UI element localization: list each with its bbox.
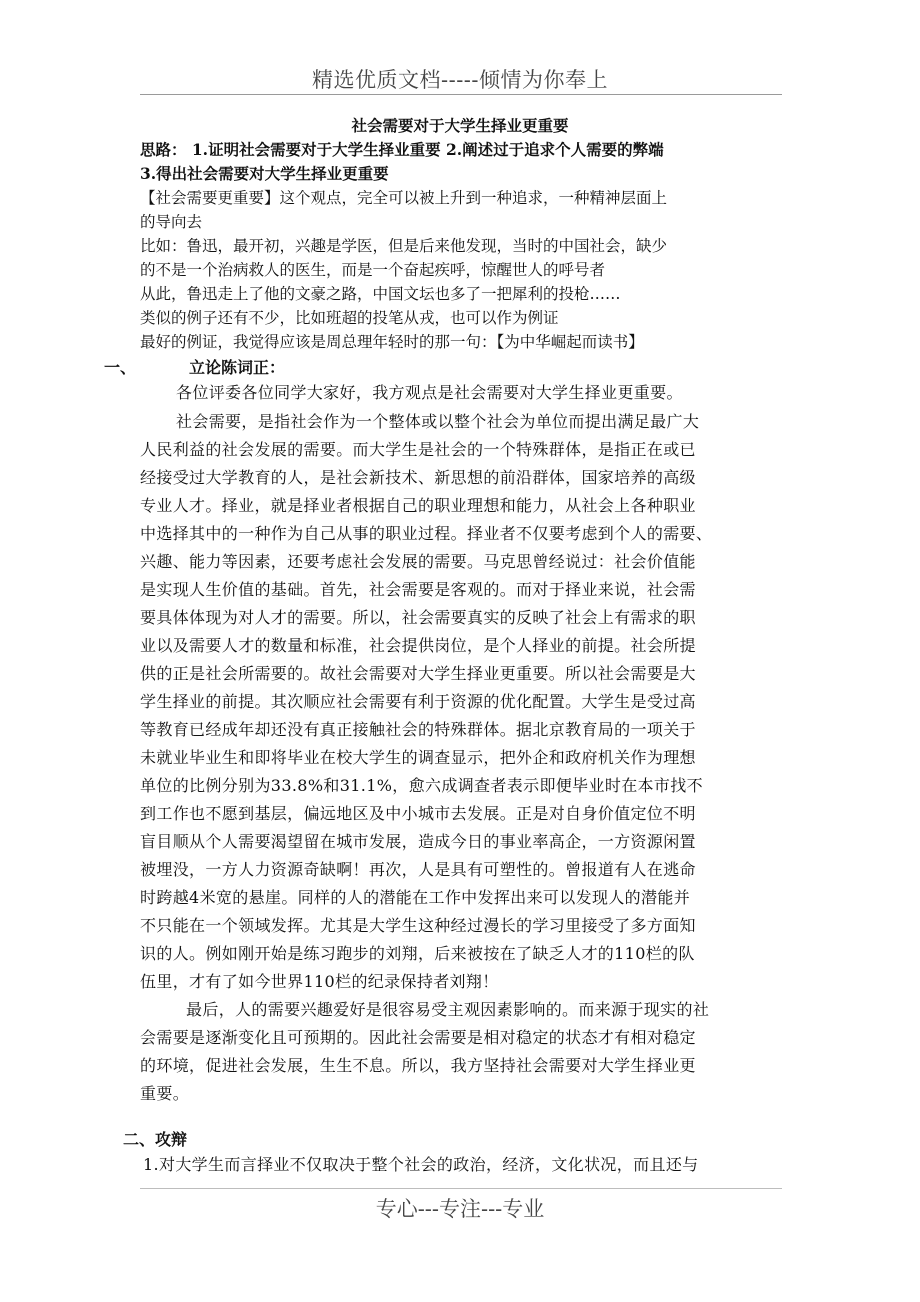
body-line: 伍里，才有了如今世界110栏的纪录保持者刘翔！ bbox=[140, 972, 499, 991]
body-line: 到工作也不愿到基层，偏远地区及中小城市去发展。正是对自身价值定位不明 bbox=[140, 804, 696, 823]
body-line: 最后，人的需要兴趣爱好是很容易受主观因素影响的。而来源于现实的社 bbox=[186, 1000, 710, 1019]
body-line: 各位评委各位同学大家好，我方观点是社会需要对大学生择业更重要。 bbox=[176, 383, 683, 402]
body-line: 会需要是逐渐变化且可预期的。因此社会需要是相对稳定的状态才有相对稳定 bbox=[140, 1028, 696, 1047]
intro-line: 从此，鲁迅走上了他的文豪之路，中国文坛也多了一把犀利的投枪…… bbox=[140, 285, 621, 303]
body-line: 的环境，促进社会发展，生生不息。所以，我方坚持社会需要对大学生择业更 bbox=[140, 1056, 696, 1075]
intro-line: 比如：鲁迅，最开初，兴趣是学医，但是后来他发现，当时的中国社会，缺少 bbox=[140, 237, 668, 255]
body-line: 是实现人生价值的基础。首先，社会需要是客观的。而对于择业来说，社会需 bbox=[140, 580, 696, 599]
section-2-heading: 二、攻辩 bbox=[123, 1130, 188, 1149]
intro-line: 的不是一个治病救人的医生，而是一个奋起疾呼，惊醒世人的呼号者 bbox=[140, 261, 606, 279]
thinking-line-1: 思路： 1.证明社会需要对于大学生择业重要 2.阐述过于追求个人需要的弊端 bbox=[140, 140, 664, 159]
section-1-number: 一、 bbox=[104, 358, 137, 377]
body-line: 重要。 bbox=[140, 1084, 190, 1103]
intro-line: 类似的例子还有不少，比如班超的投笔从戎，也可以作为例证 bbox=[140, 309, 559, 327]
body-line: 时跨越4米宽的悬崖。同样的人的潜能在工作中发挥出来可以发现人的潜能并 bbox=[140, 888, 691, 907]
document-title: 社会需要对于大学生择业更重要 bbox=[351, 116, 569, 135]
body-line: 等教育已经成年却还没有真正接触社会的特殊群体。据北京教育局的一项关于 bbox=[140, 720, 696, 739]
body-line: 要具体体现为对人才的需要。所以，社会需要真实的反映了社会上有需求的职 bbox=[140, 608, 696, 627]
body-line: 业以及需要人才的数量和标准，社会提供岗位，是个人择业的前提。社会所提 bbox=[140, 636, 696, 655]
body-line: 人民利益的社会发展的需要。而大学生是社会的一个特殊群体，是指正在或已 bbox=[140, 440, 696, 459]
body-line: 经接受过大学教育的人，是社会新技术、新思想的前沿群体，国家培养的高级 bbox=[140, 468, 696, 487]
body-line: 盲目顺从个人需要渴望留在城市发展，造成今日的事业率高企，一方资源闲置 bbox=[140, 832, 696, 851]
page-footer: 专心---专注---专业 bbox=[375, 1197, 545, 1221]
body-line: 识的人。例如刚开始是练习跑步的刘翔，后来被按在了缺乏人才的110栏的队 bbox=[140, 944, 695, 963]
header-divider bbox=[140, 94, 782, 95]
body-line: 专业人才。择业，就是择业者根据自己的职业理想和能力，从社会上各种职业 bbox=[140, 496, 696, 515]
body-line: 社会需要，是指社会作为一个整体或以整个社会为单位而提出满足最广大 bbox=[176, 412, 700, 431]
thinking-line-2: 3.得出社会需要对大学生择业更重要 bbox=[140, 164, 389, 183]
body-line: 兴趣、能力等因素，还要考虑社会发展的需要。马克思曾经说过：社会价值能 bbox=[140, 552, 696, 571]
body-line: 供的正是社会所需要的。故社会需要对大学生择业更重要。所以社会需要是大 bbox=[140, 664, 696, 683]
intro-line: 最好的例证，我觉得应该是周总理年轻时的那一句：【为中华崛起而读书】 bbox=[140, 333, 644, 351]
footer-divider bbox=[140, 1188, 782, 1189]
body-line: 被埋没，一方人力资源奇缺啊！再次，人是具有可塑性的。曾报道有人在逃命 bbox=[140, 860, 696, 879]
section-1-heading: 立论陈词正： bbox=[189, 358, 286, 377]
body-line: 1.对大学生而言择业不仅取决于整个社会的政治，经济，文化状况，而且还与 bbox=[143, 1155, 699, 1174]
intro-line: 的导向去 bbox=[140, 213, 203, 231]
body-line: 不只能在一个领域发挥。尤其是大学生这种经过漫长的学习里接受了多方面知 bbox=[140, 916, 696, 935]
body-line: 中选择其中的一种作为自己从事的职业过程。择业者不仅要考虑到个人的需要、 bbox=[140, 524, 713, 543]
page-header: 精选优质文档-----倾情为你奉上 bbox=[312, 68, 608, 92]
body-line: 未就业毕业生和即将毕业在校大学生的调查显示，把外企和政府机关作为理想 bbox=[140, 748, 696, 767]
body-line: 单位的比例分别为33.8%和31.1%，愈六成调查者表示即便毕业时在本市找不 bbox=[140, 776, 703, 795]
body-line: 学生择业的前提。其次顺应社会需要有利于资源的优化配置。大学生是受过高 bbox=[140, 692, 696, 711]
intro-line: 【社会需要更重要】这个观点，完全可以被上升到一种追求，一种精神层面上 bbox=[140, 189, 668, 207]
